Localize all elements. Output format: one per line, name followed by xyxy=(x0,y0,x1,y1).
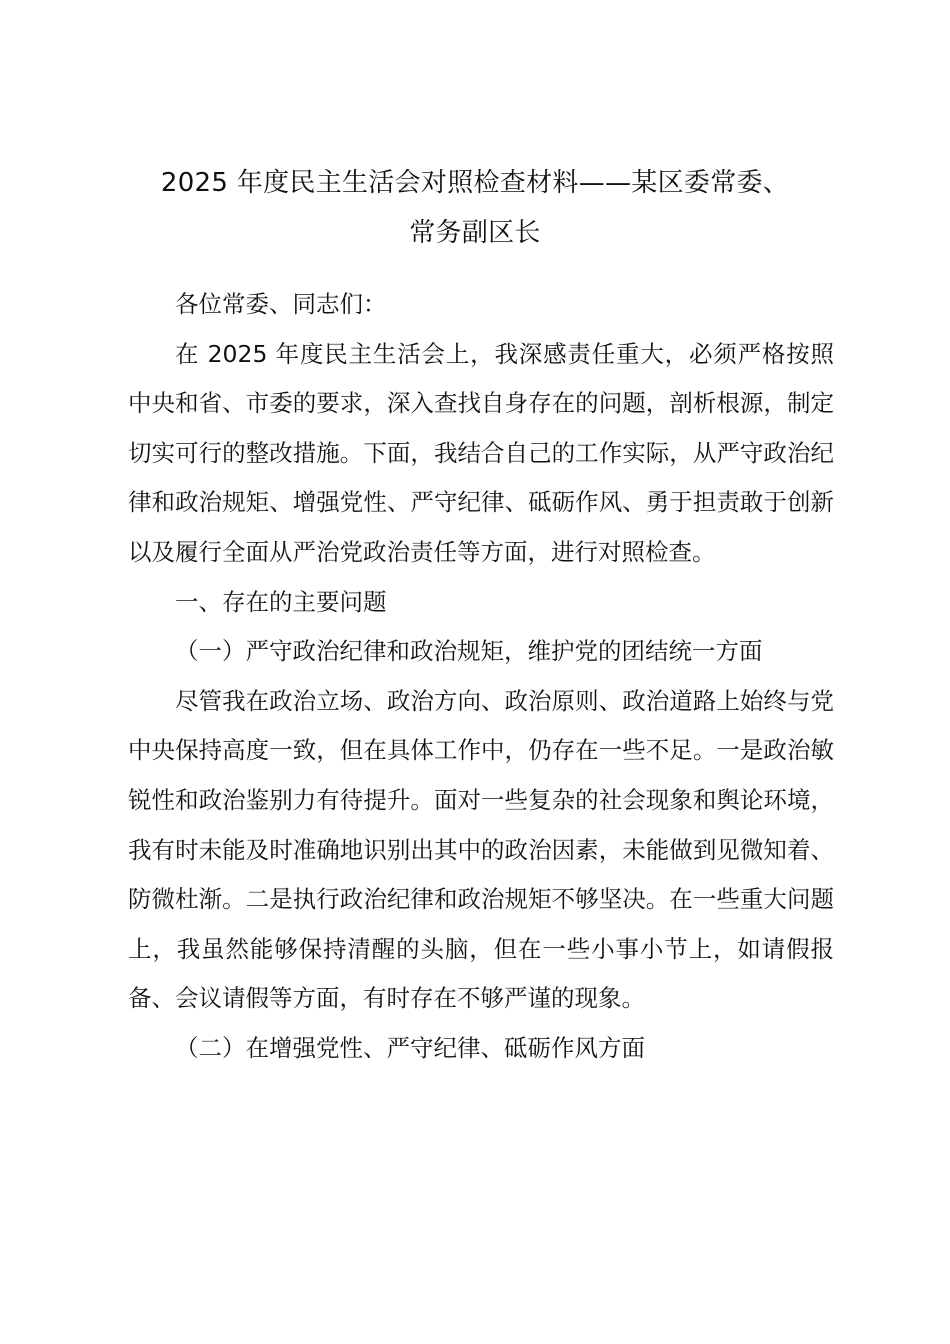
title-line-2: 常务副区长 xyxy=(409,218,541,248)
title-line-1: 2025 年度民主生活会对照检查材料——某区委常委、 xyxy=(160,168,790,198)
document-body xyxy=(128,280,834,1074)
subsection-paragraph-1: 尽管我在政治立场、政治方向、政治原则、政治道路上始终与党中央保持高度一致，但在具体工作中，仍存在一些不足。一是政治敏锐性和政治鉴别力有待提升。面对一些复杂的社会现象和舆论环境，我有时未能及时准确地识别出其中的政治因素，未能做到见微知着、防微杜渐。二是执行政治纪律和政治规矩不够坚决。在一些重大问题上，我虽然能够保持清醒的头脑，但在一些小事小节上，如请假报备、会议请假等方面，有时存在不够严谨的现象。 xyxy=(128,686,834,1013)
section-heading-1: 一、存在的主要问题 xyxy=(175,587,387,616)
subsection-heading-2: （二）在增强党性、严守纪律、砥砺作风方面 xyxy=(175,1033,645,1062)
intro-paragraph: 在 2025 年度民主生活会上，我深感责任重大，必须严格按照中央和省、市委的要求，深入查找自身存在的问题，剖析根源，制定切实可行的整改措施。下面，我结合自己的工作实际，从严守政治纪律和政治规矩、增强党性、严守纪律、砥砺作风、勇于担责敢于创新以及履行全面从严治党政治责任等方面，进行对照检查。 xyxy=(128,339,834,566)
document-title xyxy=(110,158,840,258)
subsection-heading-1: （一）严守政治纪律和政治规矩，维护党的团结统一方面 xyxy=(175,637,763,666)
salutation: 各位常委、同志们： xyxy=(175,290,387,318)
